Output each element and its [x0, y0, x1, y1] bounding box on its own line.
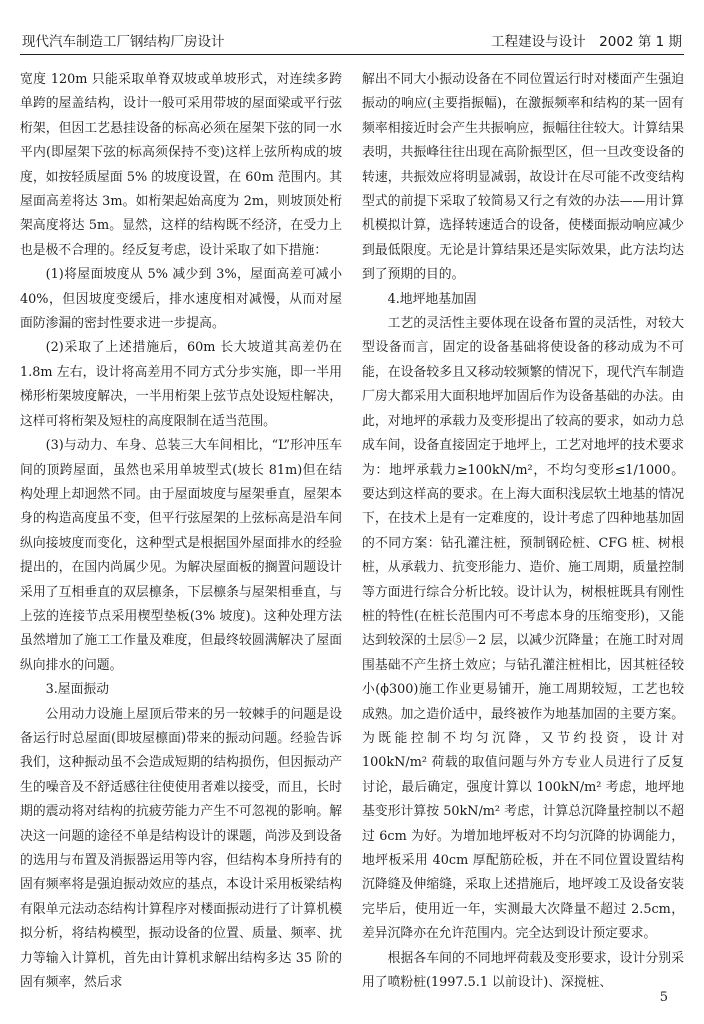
paragraph: 解出不同大小振动设备在不同位置运行时对楼面产生强迫振动的响应(主要指振幅)，在激振频率和结构的某一固有频率相接近时会产生共振响应，振幅往往较大。计算结果表明，共振峰往往出现在高阶振型区，但一旦改变设备的转速，共振效应将明显减弱，故设计在尽可能不改变结构型式的前提下采取了较简易又行之有效的办法——用计算机模拟计算，选择转速适合的设备，使楼面振动响应减少到最低限度。无论是计算结果还是实际效果，此方法均达到了预期的目的。	[362, 72, 684, 283]
page-number: 5	[659, 990, 668, 1005]
paragraph: (3)与动力、车身、总装三大车间相比，“L”形冲压车间的顶跨屋面，虽然也采用单坡型式(坡长 81m)但在结构处理上却迥然不同。由于屋面坡度与屋架垂直，屋架本身的构造高度虽不变，但平行弦屋架的上弦标高是沿车间纵向接坡度而变化，这种型式是根据国外屋面排水的经验提出的，在国内尚属少见。为解决屋面板的搁置问题设计采用了互相垂直的双层檩条，下层檩条与屋架相垂直，与上弦的连接节点采用楔型垫板(3% 坡度)。这种处理方法虽然增加了施工工作量及难度，但最终较圆满解决了屋面纵向排水的问题。	[20, 438, 342, 673]
left-column	[20, 68, 342, 995]
paragraph: 宽度 120m 只能采取单脊双坡或单坡形式，对连续多跨单跨的屋盖结构，设计一般可采用带坡的屋面梁或平行弦桁架，但因工艺悬挂设备的标高必须在屋架下弦的同一水平内(即屋架下弦的标高须保持不变)这样上弦所构成的坡度，如按轻质屋面 5% 的坡度设置，在 60m 范围内。其屋面高差将达 3m。如桁架起始高度为 2m，则坡顶处桁架高度将达 5m。显然，这样的结构既不经济，在受力上也是极不合理的。经反复考虑，设计采取了如下措施：	[20, 72, 342, 258]
paragraph: (2)采取了上述措施后，60m 长大坡道其高差仍在 1.8m 左右，设计将高差用不同方式分步实施，即一半用梯形桁架坡度解决，一半用桁架上弦节点处设短柱解决，这样可将桁架及短柱的高度限制在适当范围。	[20, 340, 342, 429]
running-header	[20, 28, 684, 55]
paragraph: (1)将屋面坡度从 5% 减少到 3%，屋面高差可减小 40%，但因坡度变缓后，排水速度相对减慢，从而对屋面防渗漏的密封性要求进一步提高。	[20, 267, 342, 332]
article-title: 现代汽车制造工厂钢结构厂房设计	[22, 34, 225, 50]
journal-issue: 工程建设与设计 2002 第 1 期	[491, 34, 682, 50]
section-heading: 4.地坪地基加固	[387, 291, 477, 307]
paragraph: 工艺的灵活性主要体现在设备布置的灵活性，对较大型设备而言，固定的设备基础将使设备的移动成为不可能，在设备较多且又移动较频繁的情况下，现代汽车制造厂房大都采用大面积地坪加固后作为设备基础的办法。由此，对地坪的承载力及变形提出了较高的要求，如动力总成车间，设备直接固定于地坪上，工艺对地坪的技术要求为：地坪承载力≥100kN/m²，不均匀变形≤1/1000。要达到这样高的要求。在上海大面积浅层软土地基的情况下，在技术上是有一定难度的，设计考虑了四种地基加固的不同方案：钻孔灌注桩，预制钢砼桩、CFG 桩、树根桩，从承载力、抗变形能力、造价、施工周期，质量控制等方面进行综合分析比较。设计认为，树根桩既具有刚性桩的特性(在桩长范围内可不考虑本身的压缩变形)，又能达到较深的土层⑤－2 层，以减少沉降量；在施工时对周围基础不产生挤土效应；与钻孔灌注桩相比，因其桩径较小(ϕ300)施工作业更易铺开，施工周期较短，工艺也较成熟。加之造价适中，最终被作为地基加固的主要方案。为既能控制不均匀沉降，又节约投资，设计对 100kN/m² 荷载的取值问题与外方专业人员进行了反复讨论，最后确定，强度计算以 100kN/m² 考虑，地坪地基变形计算按 50kN/m² 考虑，计算总沉降量控制以不超过 6cm 为好。为增加地坪板对不均匀沉降的协调能力，地坪板采用 40cm 厚配筋砼板，并在不同位置设置结构沉降缝及伸缩缝，采取上述措施后，地坪竣工及设备安装完毕后，使用近一年，实测最大次降量不超过 2.5cm，差异沉降亦在允许范围内。完全达到设计预定要求。	[362, 316, 684, 942]
paragraph: 根据各车间的不同地坪荷载及变形要求，设计分别采用了喷粉桩(1997.5.1 以前设计)、深搅桩、	[362, 950, 684, 991]
right-column	[362, 68, 684, 995]
section-heading: 3.屋面振动	[45, 682, 109, 698]
paragraph: 公用动力设施上屋顶后带来的另一较棘手的问题是设备运行时总屋面(即坡屋檩面)带来的振动问题。经验告诉我们，这种振动虽不会造成短期的结构损伤，但因振动产生的噪音及不舒适感往往使使用者难以接受，而且，长时期的震动将对结构的抗疲劳能力产生不可忽视的影响。解决这一问题的途径不单是结构设计的课题，尚涉及到设备的选用与布置及消振器运用等内容，但结构本身所持有的固有频率将是强迫振动效应的基点，本设计采用板梁结构有限单元法动态结构计算程序对楼面振动进行了计算机模拟分析，将结构模型，振动设备的位置、质量、频率、扰力等输入计算机，首先由计算机求解出结构多达 35 阶的固有频率，然后求	[20, 706, 342, 991]
